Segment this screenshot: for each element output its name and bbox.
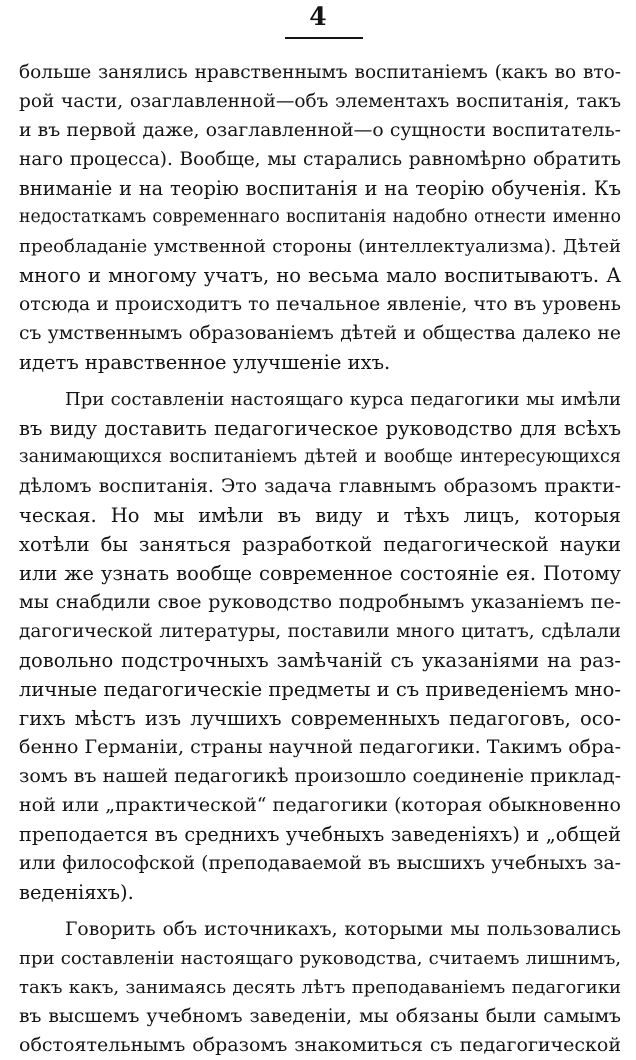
body-text — [19, 58, 621, 1060]
text-line: преподается въ среднихъ учебныхъ заведенiяхъ) и „общей — [19, 823, 621, 846]
text-line: много и многому учатъ, но весьма мало воспитываютъ. А — [19, 264, 621, 287]
text-line: въ высшемъ учебномъ заведенiи, мы обязаны были самымъ — [19, 1006, 621, 1027]
text-line: идетъ нравственное улучшенiе ихъ. — [19, 351, 391, 374]
text-line: Говорить объ источникахъ, которыми мы пользовались — [65, 919, 621, 940]
text-line: хотѣли бы заняться разработкой педагогической науки — [19, 533, 621, 556]
paragraph — [19, 58, 621, 377]
text-line: съ умственнымъ образованiемъ дѣтей и общества далеко не — [19, 323, 621, 344]
page-number-rule — [285, 37, 363, 39]
text-line: больше занялись нравственнымъ воспитанiемъ (какъ во вто- — [19, 62, 621, 83]
text-line: дѣломъ воспитанiя. Это задача главнымъ образомъ практи- — [19, 476, 621, 497]
text-line: отсюда и происходитъ то печальное явленiе, что въ уровень — [19, 294, 621, 315]
text-line: мы снабдили свое руководство подробнымъ указанiемъ пе- — [19, 591, 621, 613]
text-line: и въ первой даже, озаглавленной—о сущности воспитатель- — [19, 120, 621, 141]
text-line: рой части, озаглавленной—объ элементахъ воспитанiя, такъ — [19, 91, 621, 112]
text-line: преобладанiе умственной стороны (интеллектуализма). Дѣтей — [19, 236, 621, 257]
paragraph — [19, 385, 621, 907]
text-line: такъ какъ, занимаясь десять лѣтъ преподаванiемъ педагогики — [19, 977, 621, 998]
text-line: бенно Германiи, страны научной педагогики. Такимъ обра- — [19, 736, 621, 758]
text-line: дагогической литературы, поставили много цитатъ, сдѣлали — [19, 621, 621, 642]
text-line: довольно подстрочныхъ замѣчанiй съ указанiями на раз- — [19, 649, 621, 672]
paragraph — [19, 915, 621, 1060]
text-line: занимающихся воспитанiемъ дѣтей и вообще интересующихся — [19, 447, 621, 467]
text-line: наго процесса). Вообще, мы старались равномѣрно обратить — [19, 149, 621, 170]
paragraph-gap — [19, 907, 621, 915]
text-line: въ виду доставить педагогическое руководство для всѣхъ — [19, 417, 621, 440]
text-line: веденiяхъ). — [19, 881, 134, 904]
text-line: личные педагогическiе предметы и съ приведенiемъ мно- — [19, 678, 621, 701]
text-line: ческая. Но мы имѣли въ виду и тѣхъ лицъ, которыя — [19, 504, 621, 527]
page-number: 4 — [309, 2, 327, 31]
text-line: гихъ мѣстъ изъ лучшихъ современныхъ педагоговъ, осо- — [19, 707, 621, 730]
text-line: при составленiи настоящаго руководства, считаемъ лишнимъ, — [19, 948, 621, 969]
text-line: или философской (преподаваемой въ высшихъ учебныхъ за- — [19, 853, 621, 874]
text-line: или же узнать вообще современное состоянiе ея. Потому — [19, 562, 621, 585]
paragraph-gap — [19, 377, 621, 385]
text-line: При составленiи настоящаго курса педагогики мы имѣли — [65, 389, 621, 410]
text-line: зомъ въ нашей педагогикѣ произошло соединенiе приклад- — [19, 765, 621, 787]
text-line: обстоятельнымъ образомъ знакомиться съ педагогической — [19, 1034, 621, 1056]
text-line: недостаткамъ современнаго воспитанiя надобно отнести именно — [19, 207, 621, 227]
text-line: ной или „практической“ педагогики (которая обыкновенно — [19, 794, 621, 816]
text-line: вниманiе и на теорiю воспитанiя и на теорiю обученiя. Къ — [19, 177, 621, 200]
